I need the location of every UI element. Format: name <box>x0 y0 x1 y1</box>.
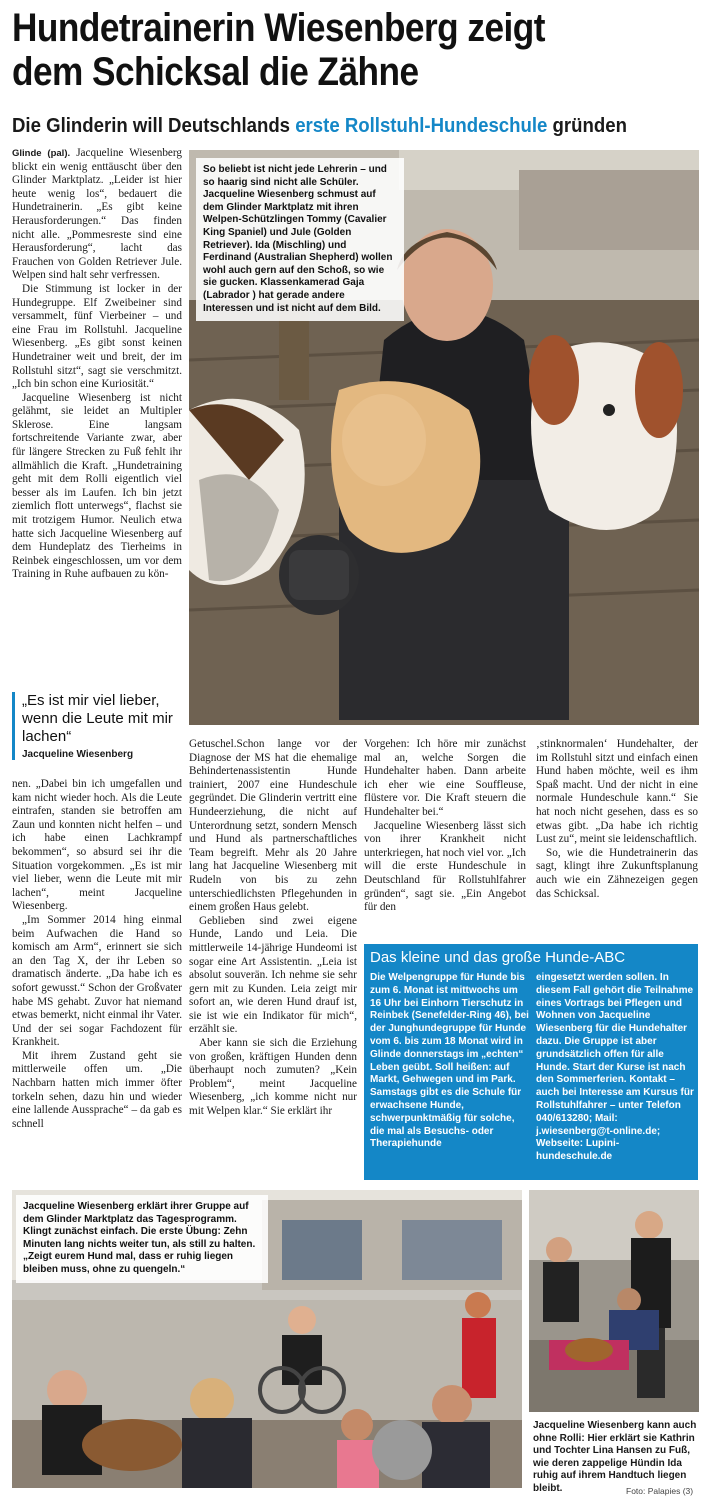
headline-line-2: dem Schicksal die Zähne <box>12 50 419 94</box>
paragraph: Jacqueline Wiesenberg lässt sich von ihrer Krankheit nicht unterkriegen, hat noch viel vor. „Ich will die erste Hundeschule in Deutschland für Rollstuhlfahrer gründen“, sagt sie. „Ein Angebot für den <box>364 819 526 914</box>
training-photo-caption: Jacqueline Wiesenberg kann auch ohne Rolli: Hier erklärt sie Kathrin und Tochter Lina Hansen zu Fuß, wie deren zappelige Hündin Ida ruhig auf ihrem Handtuch liegen bleibt. <box>533 1420 697 1494</box>
pull-quote-text: „Es ist mir viel lieber, wenn die Leute mit mir lachen“ <box>22 692 173 745</box>
info-box-text-right: eingesetzt werden sollen. In diesem Fall gehört die Teilnahme eines Vortrags bei Pflegen und Wohnen von Jacqueline Wiesenberg für die Hundehalter dazu. Die Gruppe ist aber grundsätzlich offen für alle Hunde. Start der Kurse ist nach den Sommerferien. Kontakt – auch bei Interesse am Kursus für Rollstuhlfahrer – unter Telefon 040/613280; Mail: j.wiesenberg@t-online.de; Webseite: Lupini-hundeschule.de <box>536 972 694 1163</box>
headline <box>12 6 619 94</box>
pull-quote-box <box>12 692 182 760</box>
paragraph: Jacqueline Wiesenberg ist nicht gelähmt, sie leidet an Multipler Sklerose. Eine langsam fortschreitende Variante zwar, aber für längere Strecken zu Fuß fehlt ihr allmählich die Kraft. „Hundetraining geht mit dem Rolli eigentlich viel besser als im Laufen. Ich bin jetzt ziemlich flott unterwegs“, flachst sie mit trotzigem Humor. Neulich etwa hatte sich Jacqueline Wiesenberg auf dem Hundeplatz des Tierheims in Reinbek eingeschlossen, um vor dem Training in Ruhe aufbauen zu kön- <box>12 391 182 581</box>
subhead-text: Die Glinderin will Deutschlands <box>12 115 296 137</box>
paragraph: Mit ihrem Zustand geht sie mittlerweile offen um. „Die Nachbarn hatten mich immer öfter torkeln sehen, dazu hin und wieder eine lallende Aussprache“ – da gab es schnell <box>12 1049 182 1130</box>
photo-trainer-with-dog-owners <box>529 1190 699 1412</box>
main-photo-caption: So beliebt ist nicht jede Lehrerin – und so haarig sind nicht alle Schüler. Jacqueline Wiesenberg schmust auf dem Glinder Marktplatz mit ihren Welpen-Schützlingen Tommy (Cavalier King Spaniel) und Jule (Golden Retriever). Ida (Mischling) und Ferdinand (Australian Shepherd) wollen wohl auch gern auf den Schoß, so wie sie gucken. Klassenkamerad Gaja (Labrador ) hat gerade andere Interessen und ist nicht auf dem Bild. <box>196 158 404 321</box>
paragraph-text: Jacqueline Wiesenberg blickt ein wenig enttäuscht über den Glinder Marktplatz. „Leider ist hier heute wenig los“, bedauert die Hundetrainerin. „Es gibt keine Herausforderungen.“ Das finden nicht alle. „Pommesreste sind eine Herausforderung“, lacht das Frauchen von Golden Retriever Jule. Welpen sind halt sehr verfressen. <box>12 147 183 282</box>
paragraph <box>12 147 182 283</box>
subheadline <box>12 113 663 139</box>
paragraph: So, wie die Hundetrainerin das sagt, klingt ihre Zukunftsplanung auch wie ein Zähnezeigen gegen das Schicksal. <box>536 846 698 900</box>
paragraph: Aber kann sie sich die Erziehung von großen, kräftigen Hunden denn überhaupt noch zumuten? „Kein Problem“, meint Jacqueline Wiesenberg, „ich komme nicht nur mit Welpen klar.“ Sie erklärt ihr <box>189 1037 357 1118</box>
paragraph: Geblieben sind zwei eigene Hunde, Lando und Leia. Die mittlerweile 14-jährige Hundeomi ist sogar eine Art Assistentin. „Leia ist absolut souverän. Ich nehme sie sehr gern mit zu Kunden. Leia zeigt mir sofort an, wie deren Hund drauf ist, sie ist wie ein Indikator für mich“, erzählt sie. <box>189 914 357 1036</box>
info-box-title: Das kleine und das große Hunde-ABC <box>364 944 698 972</box>
article-column-1 <box>12 147 182 582</box>
training-photo <box>529 1190 699 1412</box>
article-column-4 <box>536 738 698 901</box>
group-photo-caption: Jacqueline Wiesenberg erklärt ihrer Gruppe auf dem Glinder Marktplatz das Tagesprogramm. Klingt zunächst einfach. Die erste Übung: Zehn Minuten lang nichts weiter tun, als still zu halten. „Zeigt eurem Hund mal, dass er ruhig liegen bleiben muss, ohne zu quengeln.“ <box>16 1195 268 1283</box>
dateline: Glinde (pal). <box>12 148 71 159</box>
paragraph: Vorgehen: Ich höre mir zunächst mal an, welche Sorgen die Hundehalter haben. Dann arbeite ich eher wie eine Souffleuse, flüstere vor. Die Kraft steuern die Hundehalter bei.“ <box>364 738 526 818</box>
paragraph: nen. „Dabei bin ich umgefallen und kam nicht wieder hoch. Als die Leute eintrafen, standen sie betroffen am Zaun und konnten nicht helfen – und ich habe einen Lachkrampf bekommen“, so absurd sei ihr die Situation vorgekommen. „Es ist mir viel lieber, wenn die Leute mit mir lachen“, meint Jacqueline Wiesenberg. <box>12 778 182 913</box>
paragraph: Getuschel.Schon lange vor der Diagnose der MS hat die ehemalige Behindertenassistentin Hunde trainiert, 2007 eine Hundeschule gegründet. Die Glinderin vertritt eine Hundeerziehung, die nicht auf Unterordnung setzt, sondern Mensch und Hund als partnerschaftliches Team begreift. Mehr als 20 Jahre lang hat Jacqueline Wiesenberg mit Rudeln von bis zu zehn unterschiedlichsten Pflegehunden in einem großen Haus gelebt. <box>189 738 357 914</box>
headline-line-1: Hundetrainerin Wiesenberg zeigt <box>12 6 545 50</box>
paragraph: ‚stinknormalen‘ Hundehalter, der im Rollstuhl sitzt und einfach einen Hund haben möchte, weil es ihm Spaß macht. Und der nicht in eine normale Hundeschule kann.“ Sie hat noch nicht gesehen, dass es so etwas gibt. „Da habe ich richtig Lust zu“, meint sie leidenschaftlich. <box>536 738 698 846</box>
pull-quote-author: Jacqueline Wiesenberg <box>22 749 134 760</box>
article-column-1b <box>12 778 182 1131</box>
article-column-3 <box>364 738 526 915</box>
subhead-accent: erste Rollstuhl-Hundeschule <box>295 115 548 137</box>
info-box <box>364 972 698 1180</box>
subhead-text-end: gründen <box>547 115 627 137</box>
pull-quote <box>12 692 182 760</box>
info-box-text-left: Die Welpengruppe für Hunde bis zum 6. Monat ist mittwochs um 16 Uhr bei Einhorn Tierschutz in Reinbek (Senefelder-Ring 46), bei der Junghundegruppe für Hunde vom 6. bis zum 18 Monat wird in Glinde donnerstags im „echten“ Leben geübt. Soll heißen: auf Markt, Gehwegen und im Park. Samstags gibt es die Schule für erwachsene Hunde, schwerpunktmäßig für solche, die mal als Besuchs- oder Therapiehunde <box>370 972 529 1150</box>
photo-credit: Foto: Palapies (3) <box>626 1486 694 1496</box>
paragraph: Die Stimmung ist locker in der Hundegruppe. Elf Zweibeiner sind versammelt, fünf Vierbeiner – und eine Frau im Rollstuhl. Jacqueline Wiesenberg. „Es gibt sonst keinen Hundetrainer weit und breit, der im Rollstuhl sitzt“, sagt sie verschmitzt. „Ich bin schon eine Kuriosität.“ <box>12 282 182 391</box>
article-column-2 <box>189 738 357 1119</box>
paragraph: „Im Sommer 2014 hing einmal beim Aufwachen die Hand so komisch am Arm“, erinnert sie sich an den Tag X, der ihr Leben so dramatisch änderte. „Da habe ich es sofort gewusst.“ Schon der Großvater habe MS gehabt. Zuvor hat niemand etwas bemerkt, nicht einmal ihr Vater. Und der sei sogar Fachdozent für Krankheit. <box>12 913 182 1049</box>
